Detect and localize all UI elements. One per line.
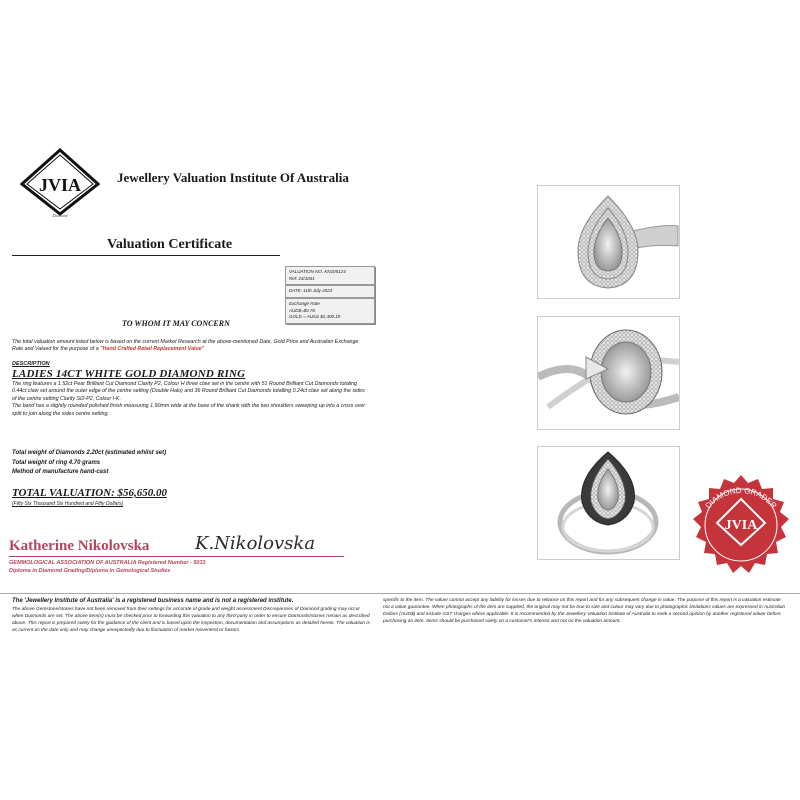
seal-top-text: DIAMOND GRADER: [703, 485, 779, 511]
ring-side-image: [538, 317, 679, 429]
valuer-signature: [191, 528, 343, 556]
ring-description: [12, 381, 367, 418]
ring-photo-top: [537, 185, 680, 299]
valuation-purpose: "Hand Crafted Retail Replacement Value": [100, 346, 205, 353]
valuation-date: DATE: 11th July 2023: [289, 288, 333, 293]
description-paragraph-2: The band has a slightly rounded polished finish measuring 1.90mm wide at the base of the shank with the two shoulders sweeping up into a cross over split to join along the sides centre setting.: [12, 403, 366, 417]
ring-front-image: [538, 447, 679, 559]
footer-disclaimer-right: specific to the item. The valuer cannot accept any liability for losses due to reliance on this report and for any subsequent change in value. The purpose of this report is a valuation estimate not a value guarantee. When photographs of the item are supplied, the original may not be true to size and colour may vary due to photographic limitations values are expressed in Australian Dollars (AUD$) and include GST charges where applicable. It is recommended by the Jewellery Valuation Institute of Australia to seek a second opinion by another registered valuer before purchasing an item. Items should be purchased solely on a customer's interest and not on the valuation amount.: [383, 598, 786, 625]
salutation: TO WHOM IT MAY CONCERN: [122, 319, 230, 328]
reference-number: Ref: 24/1051: [289, 275, 315, 281]
certificate-title: Valuation Certificate: [107, 237, 233, 252]
ring-title: LADIES 14CT WHITE GOLD DIAMOND RING: [12, 368, 246, 380]
ring-weight: Total weight of ring 4.70 grams: [12, 459, 101, 466]
valuer-credentials: [9, 559, 206, 575]
exchange-label: Exchange Rate: [289, 301, 320, 306]
logo-tagline: Diamond: [52, 213, 68, 218]
total-valuation-words: (Fifty Six Thousand Six Hundred and Fifty Dollars): [12, 501, 124, 507]
date-box: [285, 285, 375, 298]
association-registration: GEMMOLOGICAL ASSOCIATION OF AUSTRALIA Registered Number - 5033: [9, 560, 206, 566]
valuation-number: VALUATION NO. KN105124: [289, 269, 346, 274]
ring-photo-front: [537, 446, 680, 560]
svg-text:K.Nikolovska: K.Nikolovska: [195, 533, 316, 554]
diamond-grader-seal: [681, 473, 800, 593]
signature-line: [9, 556, 344, 557]
aud-rate: AUD$=$0.78: [289, 307, 315, 313]
footer-heading: The 'Jewellery Institute of Australia' is a registered business name and is not a registered institute.: [12, 598, 294, 604]
exchange-rate-box: [285, 298, 375, 324]
logo-letters: JVIA: [38, 175, 82, 195]
total-valuation: TOTAL VALUATION: $56,650.00: [12, 487, 168, 499]
weights-block: [12, 449, 166, 478]
footer-disclaimer-left: [12, 597, 372, 634]
diamond-weight: Total weight of Diamonds 2.20ct (estimated whilst set): [12, 450, 167, 456]
diploma: Diploma in Diamond Grading/Diploma in Gemological Studies: [9, 568, 171, 574]
seal-bottom-text: GEMMOLOGIST NO.5033: [699, 555, 783, 584]
seal-letters: JVIA: [724, 518, 758, 533]
jvia-logo: [20, 148, 100, 218]
gold-rate: GOLD = AU/oz $2,400.19: [289, 314, 341, 319]
ring-photo-side: [537, 316, 680, 430]
footer-left-text: The above Gemstone/stones have not been removed from their settings for accurate of grade and weight assessment Discrepancies of Diamond grading may occur when Diamonds are set. The above item(s) must be checked prior to forwarding this valuation to any third party in order to ensure Diamonds/stones remain as described above. This report is prepared solely for the guidance of the client and is based upon the inspection, documentation and assumptions as detailed herein. The valuation is as current as the date only and may change unexpectedly due to fluctuation of market movement or factors: [12, 607, 370, 634]
intro-text: The total valuation amount listed below is based on the current Market Research at the above-mentioned Date, Gold Price and Australian Exchange Rate and Valued for the purpose of a: [12, 339, 359, 353]
valuer-name: Katherine Nikolovska: [9, 538, 150, 554]
footer-divider: [0, 593, 800, 594]
ring-top-image: [538, 186, 679, 298]
intro-paragraph: [12, 339, 367, 354]
title-divider: [12, 255, 280, 256]
valuation-number-box: [285, 266, 375, 285]
description-label: DESCRIPTION: [12, 361, 50, 367]
manufacture-method: Method of manufacture hand-cast: [12, 469, 109, 475]
organization-name: Jewellery Valuation Institute Of Australia: [117, 170, 349, 185]
description-paragraph-1: The ring features a 1.52ct Pear Brilliant Cut Diamond Clarity P2, Colour H three claw set in the centre with 51 Round Brilliant Cut Diamonds totaling 0.44ct claw set around the outer edge of the centre setting (Double Halo) and 36 Round Brilliant Cut Diamonds totalling 0.24ct claw set along the sides of the centre setting Clarity SI2-P2, Colour I-K.: [12, 381, 365, 402]
